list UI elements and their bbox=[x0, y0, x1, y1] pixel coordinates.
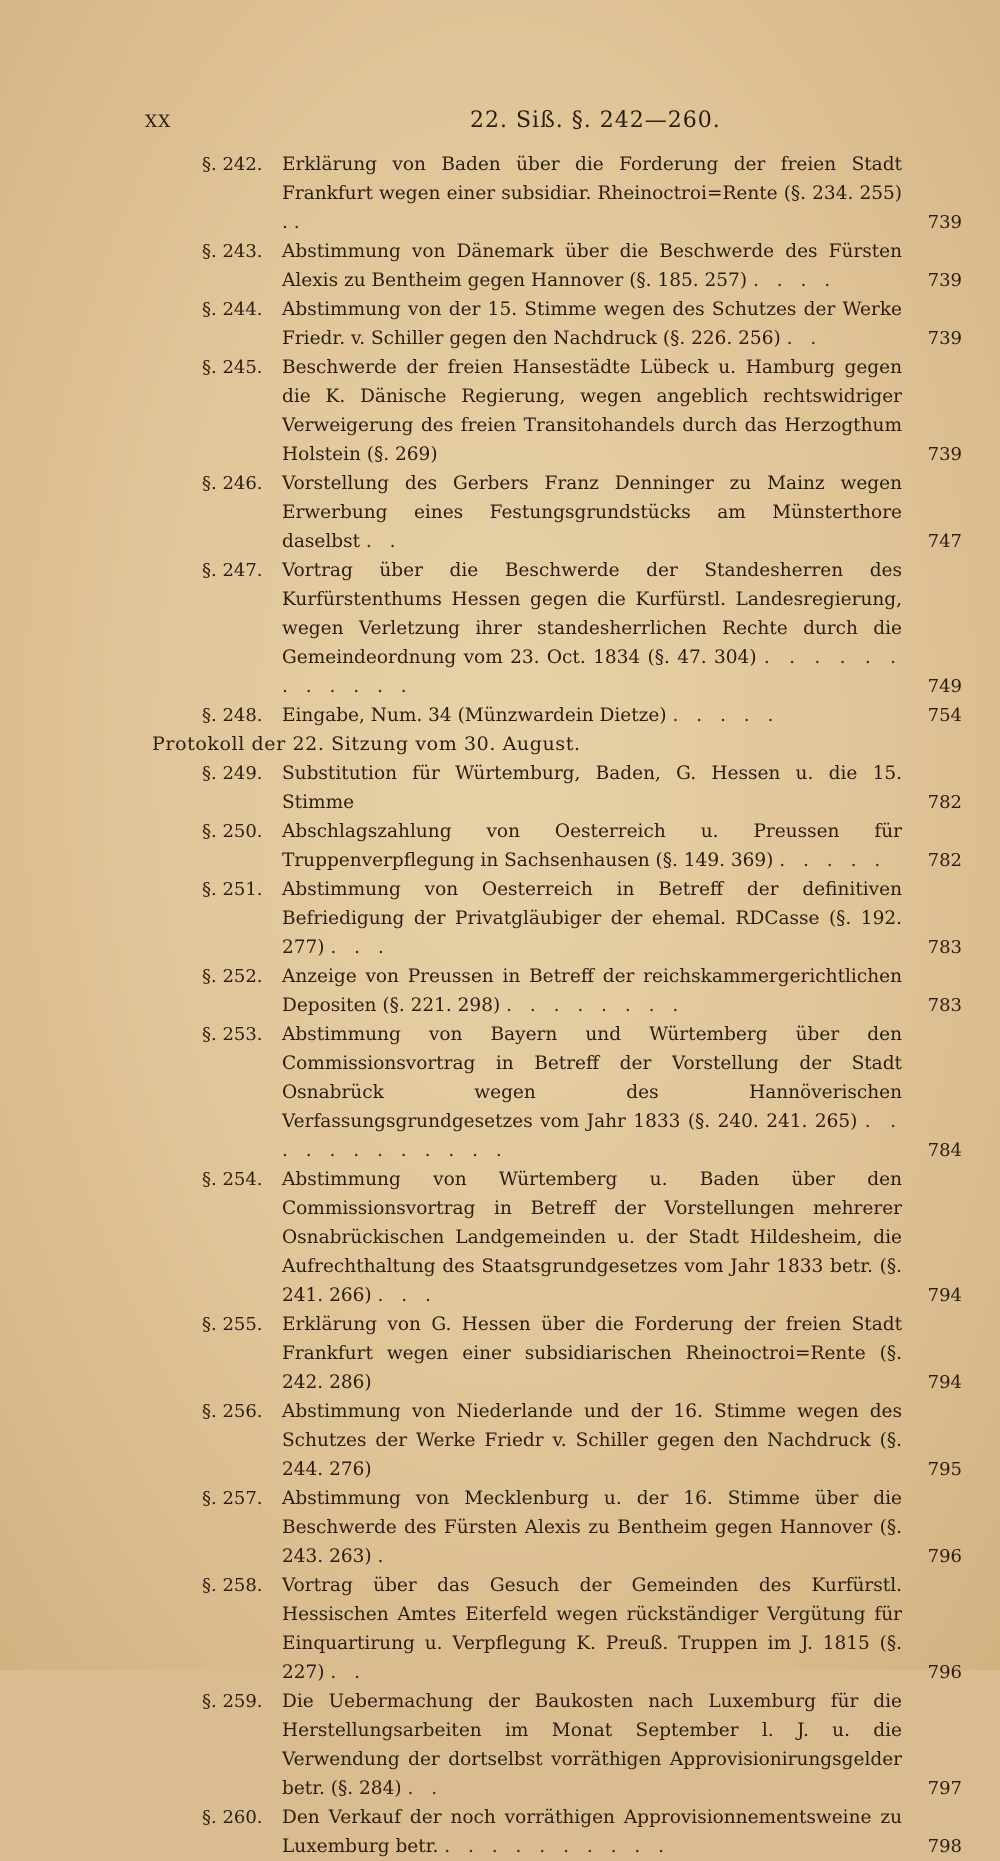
entry-body bbox=[282, 1020, 962, 1165]
entry-section-number: §. 257. bbox=[202, 1488, 263, 1509]
entry-body bbox=[282, 875, 962, 962]
entry-body bbox=[282, 701, 962, 730]
table-of-contents bbox=[0, 150, 1000, 1861]
page-number: XX bbox=[145, 112, 172, 132]
entry-leader-dots: . . bbox=[330, 1662, 367, 1683]
toc-entry bbox=[0, 1020, 1000, 1165]
entry-body bbox=[282, 1803, 962, 1861]
entry-page-number: 795 bbox=[927, 1459, 962, 1480]
entry-body bbox=[282, 759, 962, 817]
entry-section-number: §. 245. bbox=[202, 357, 263, 378]
entry-section-number: §. 260. bbox=[202, 1807, 263, 1828]
entry-page-number: 782 bbox=[927, 850, 962, 871]
running-title: 22. Siß. §. 242—260. bbox=[470, 108, 721, 133]
entry-body bbox=[282, 1687, 962, 1803]
entry-text: Beschwerde der freien Hansestädte Lübeck u. Hamburg gegen die K. Dänische Regierung, wegen angeblich rechtswidriger Verweigerung des freien Transitohandels durch das Herzogthum Holstein (§. 269) bbox=[282, 357, 902, 465]
toc-entry bbox=[0, 1571, 1000, 1687]
toc-entry bbox=[0, 237, 1000, 295]
entry-text: Abstimmung von Mecklenburg u. der 16. Stimme über die Beschwerde des Fürsten Alexis zu Bentheim gegen Hannover (§. 243. 263) . bbox=[282, 1488, 902, 1567]
entry-leader-dots: . . . . . . . . bbox=[506, 995, 685, 1016]
entry-text: Vortrag über die Beschwerde der Standesherren des Kurfürstenthums Hessen gegen die Kurfürstl. Landesregierung, wegen Verletzung ihrer standesherrlichen Rechte durch die Gemeindeordnung vom 23. Oct. 1834 (§. 47. 304) bbox=[282, 560, 902, 668]
entry-page-number: 739 bbox=[927, 212, 962, 233]
entry-text: Abstimmung von Niederlande und der 16. Stimme wegen des Schutzes der Werke Friedr v. Schiller gegen den Nachdruck (§. 244. 276) bbox=[282, 1401, 902, 1480]
entry-list-part-1 bbox=[0, 150, 1000, 730]
entry-leader-dots: . . . . . . . . . . . . bbox=[282, 1111, 902, 1161]
entry-section-number: §. 246. bbox=[202, 473, 263, 494]
entry-section-number: §. 259. bbox=[202, 1691, 263, 1712]
entry-page-number: 754 bbox=[927, 705, 962, 726]
entry-text: Abstimmung von Oesterreich in Betreff der definitiven Befriedigung der Privatgläubiger der ehemal. RDCasse (§. 192. 277) bbox=[282, 879, 902, 958]
entry-leader-dots: . . . . . . . . . . . . bbox=[282, 647, 902, 697]
toc-entry bbox=[0, 1484, 1000, 1571]
entry-leader-dots: . . . . . . . . . . bbox=[444, 1836, 670, 1857]
toc-entry bbox=[0, 962, 1000, 1020]
entry-body bbox=[282, 817, 962, 875]
toc-entry bbox=[0, 701, 1000, 730]
entry-section-number: §. 258. bbox=[202, 1575, 263, 1596]
entry-page-number: 797 bbox=[927, 1778, 962, 1799]
entry-leader-dots: . . . . . bbox=[779, 850, 887, 871]
entry-section-number: §. 247. bbox=[202, 560, 263, 581]
entry-page-number: 794 bbox=[927, 1372, 962, 1393]
entry-leader-dots: . . . bbox=[330, 937, 390, 958]
entry-section-number: §. 249. bbox=[202, 763, 263, 784]
entry-text: Abstimmung von Dänemark über die Beschwerde des Fürsten Alexis zu Bentheim gegen Hannover (§. 185. 257) bbox=[282, 241, 902, 291]
toc-entry bbox=[0, 817, 1000, 875]
entry-page-number: 783 bbox=[927, 937, 962, 958]
entry-text: Abstimmung von Würtemberg u. Baden über den Commissionsvortrag in Betreff der Vorstellungen mehrerer Osnabrückischen Landgemeinden u. der Stadt Hildesheim, die Aufrechthaltung des Staatsgrundgesetzes vom Jahr 1833 betr. (§. 241. 266) bbox=[282, 1169, 902, 1306]
entry-body bbox=[282, 353, 962, 469]
entry-page-number: 796 bbox=[927, 1662, 962, 1683]
entry-section-number: §. 244. bbox=[202, 299, 263, 320]
entry-body bbox=[282, 1571, 962, 1687]
entry-section-number: §. 243. bbox=[202, 241, 263, 262]
entry-body bbox=[282, 150, 962, 237]
entry-text: Den Verkauf der noch vorräthigen Approvisionnementsweine zu Luxemburg betr. bbox=[282, 1807, 902, 1857]
entry-text: Vorstellung des Gerbers Franz Denninger zu Mainz wegen Erwerbung eines Festungsgrundstücks am Münsterthore daselbst bbox=[282, 473, 902, 552]
toc-entry bbox=[0, 1803, 1000, 1861]
entry-page-number: 747 bbox=[927, 531, 962, 552]
toc-entry bbox=[0, 1687, 1000, 1803]
entry-page-number: 739 bbox=[927, 328, 962, 349]
entry-body bbox=[282, 1310, 962, 1397]
page-header bbox=[0, 108, 1000, 148]
entry-text: Anzeige von Preussen in Betreff der reichskammergerichtlichen Depositen (§. 221. 298) bbox=[282, 966, 902, 1016]
entry-section-number: §. 256. bbox=[202, 1401, 263, 1422]
entry-section-number: §. 242. bbox=[202, 154, 263, 175]
entry-text: Substitution für Würtemburg, Baden, G. Hessen u. die 15. Stimme bbox=[282, 763, 902, 813]
entry-leader-dots: . . . . . bbox=[672, 705, 780, 726]
entry-page-number: 783 bbox=[927, 995, 962, 1016]
entry-page-number: 782 bbox=[927, 792, 962, 813]
entry-section-number: §. 250. bbox=[202, 821, 263, 842]
toc-entry bbox=[0, 150, 1000, 237]
entry-text: Eingabe, Num. 34 (Münzwardein Dietze) bbox=[282, 705, 667, 726]
entry-leader-dots: . . . . bbox=[752, 270, 837, 291]
entry-body bbox=[282, 469, 962, 556]
entry-body bbox=[282, 556, 962, 701]
entry-body bbox=[282, 295, 962, 353]
entry-leader-dots: . . bbox=[786, 328, 823, 349]
entry-text: Abstimmung von Bayern und Würtemberg über den Commissionsvortrag in Betreff der Vorstellung der Stadt Osnabrück wegen des Hannöverischen Verfassungsgrundgesetzes vom Jahr 1833 (§. 240. 241. 265) bbox=[282, 1024, 902, 1132]
entry-page-number: 749 bbox=[927, 676, 962, 697]
entry-text: Abschlagszahlung von Oesterreich u. Preussen für Truppenverpflegung in Sachsenhausen (§. 149. 369) bbox=[282, 821, 902, 871]
entry-body bbox=[282, 1397, 962, 1484]
entry-leader-dots: . . bbox=[407, 1778, 444, 1799]
entry-page-number: 784 bbox=[927, 1140, 962, 1161]
toc-entry bbox=[0, 1310, 1000, 1397]
entry-page-number: 794 bbox=[927, 1285, 962, 1306]
entry-section-number: §. 253. bbox=[202, 1024, 263, 1045]
entry-section-number: §. 252. bbox=[202, 966, 263, 987]
toc-entry bbox=[0, 1397, 1000, 1484]
entry-page-number: 739 bbox=[927, 270, 962, 291]
entry-page-number: 739 bbox=[927, 444, 962, 465]
toc-entry bbox=[0, 759, 1000, 817]
entry-leader-dots: . . . bbox=[377, 1285, 437, 1306]
entry-body bbox=[282, 1484, 962, 1571]
entry-text: Erklärung von G. Hessen über die Forderung der freien Stadt Frankfurt wegen einer subsidiarischen Rheinoctroi=Rente (§. 242. 286) bbox=[282, 1314, 902, 1393]
entry-page-number: 798 bbox=[927, 1836, 962, 1857]
entry-section-number: §. 248. bbox=[202, 705, 263, 726]
entry-body bbox=[282, 1165, 962, 1310]
entry-text: Die Uebermachung der Baukosten nach Luxemburg für die Herstellungsarbeiten im Monat September l. J. u. die Verwendung der dortselbst vorräthigen Approvisionirungsgelder betr. (§. 284) bbox=[282, 1691, 902, 1799]
entry-text: Vortrag über das Gesuch der Gemeinden des Kurfürstl. Hessischen Amtes Eiterfeld wegen rückständiger Vergütung für Einquartirung u. Verpflegung K. Preuß. Truppen im J. 1815 (§. 227) bbox=[282, 1575, 902, 1683]
entry-body bbox=[282, 237, 962, 295]
entry-body bbox=[282, 962, 962, 1020]
entry-leader-dots: . . bbox=[365, 531, 402, 552]
entry-page-number: 796 bbox=[927, 1546, 962, 1567]
toc-entry bbox=[0, 295, 1000, 353]
toc-entry bbox=[0, 875, 1000, 962]
protocol-heading bbox=[0, 730, 1000, 759]
toc-entry bbox=[0, 353, 1000, 469]
entry-list-part-2 bbox=[0, 759, 1000, 1861]
entry-section-number: §. 255. bbox=[202, 1314, 263, 1335]
toc-entry bbox=[0, 469, 1000, 556]
toc-entry bbox=[0, 556, 1000, 701]
entry-section-number: §. 254. bbox=[202, 1169, 263, 1190]
entry-section-number: §. 251. bbox=[202, 879, 263, 900]
toc-entry bbox=[0, 1165, 1000, 1310]
entry-text: Abstimmung von der 15. Stimme wegen des Schutzes der Werke Friedr. v. Schiller gegen den Nachdruck (§. 226. 256) bbox=[282, 299, 902, 349]
entry-leader-dots: . bbox=[293, 212, 306, 233]
entry-text: Erklärung von Baden über die Forderung der freien Stadt Frankfurt wegen einer subsidiar. Rheinoctroi=Rente (§. 234. 255) . bbox=[282, 154, 902, 233]
protocol-heading-text: Protokoll der 22. Sitzung vom 30. August. bbox=[152, 733, 581, 755]
